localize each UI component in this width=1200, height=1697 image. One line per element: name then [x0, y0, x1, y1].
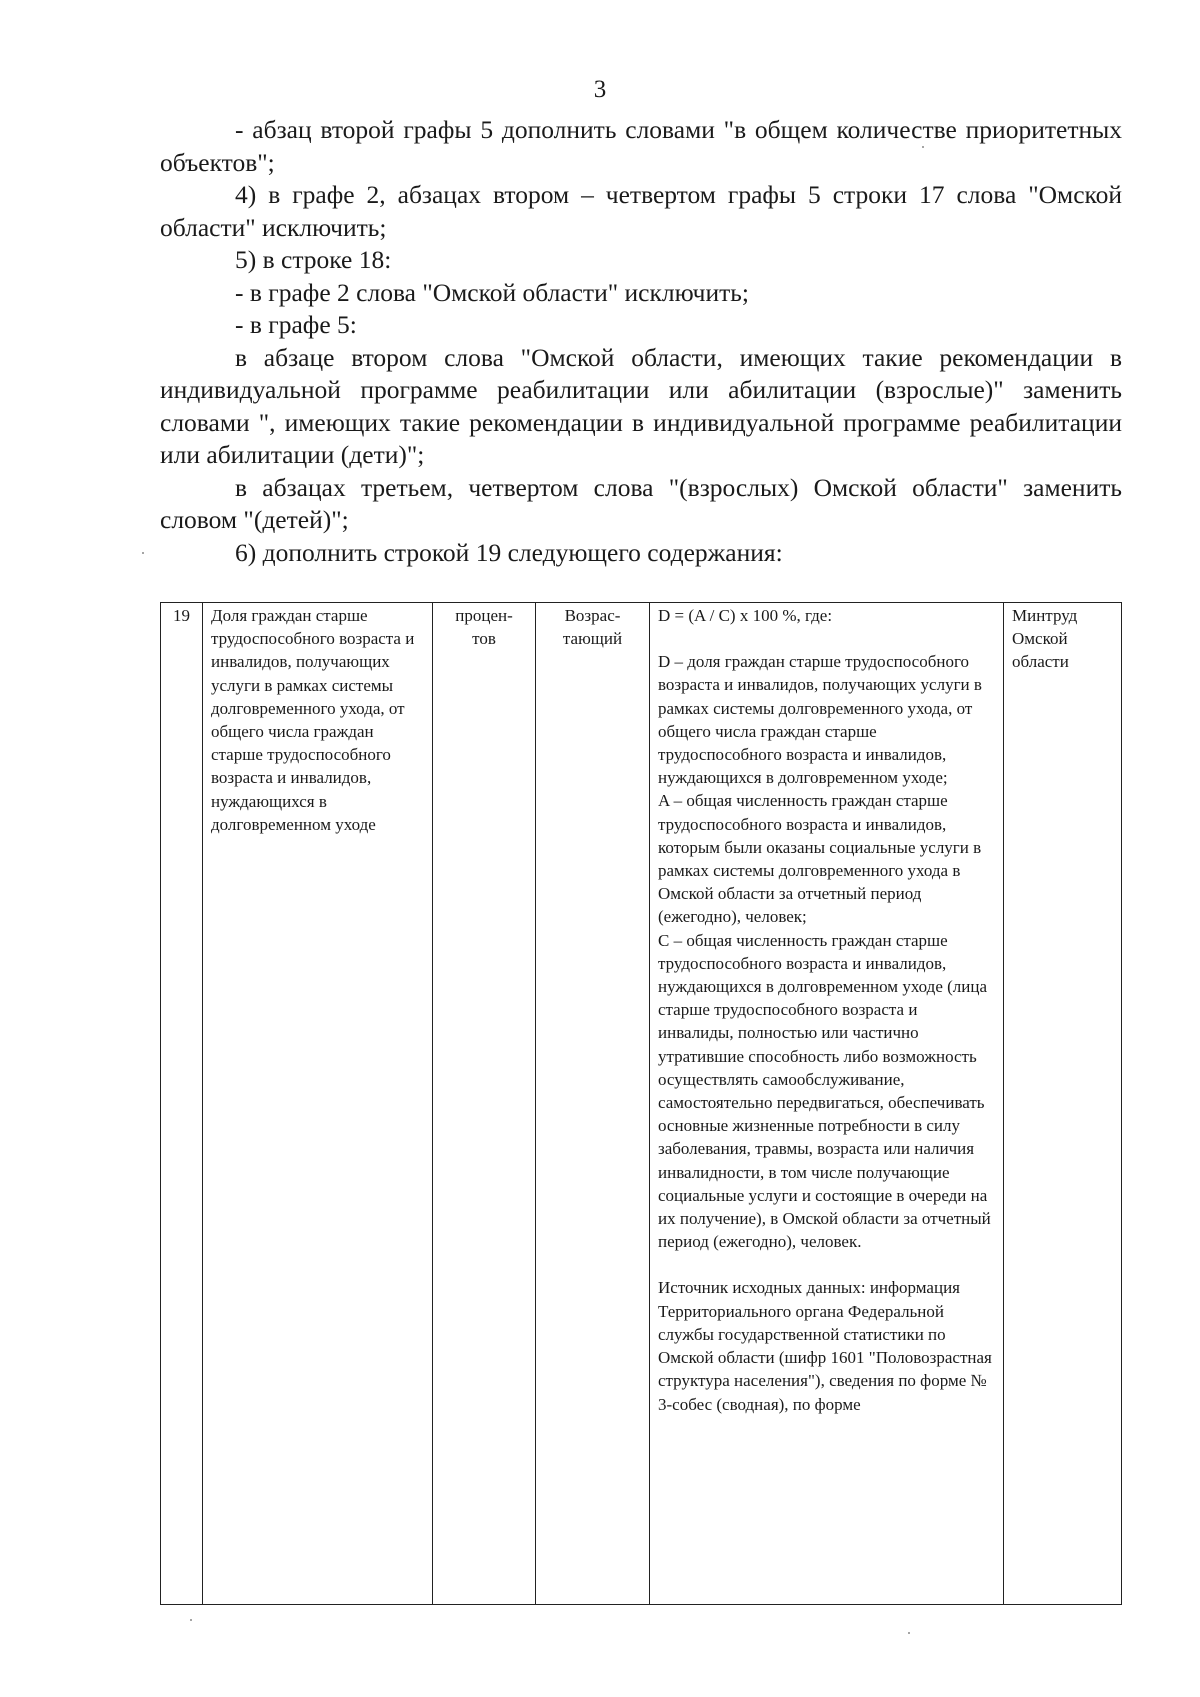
data-source: Источник исходных данных: информация Территориального органа Федеральной службы государственной статистики по Омской области (шифр 1601 "Половозрастная структура населения"), сведения по форме № 3-собес (сводная), по форме [658, 1278, 992, 1414]
table-row [161, 603, 1122, 1605]
paragraph: - в графе 5: [235, 310, 357, 339]
row-number-cell: 19 [161, 603, 203, 1605]
scan-speck [922, 146, 924, 148]
indicator-table [160, 602, 1122, 1605]
definition-a: A – общая численность граждан старше трудоспособного возраста и инвалидов, которым были оказаны социальные услуги в рамках системы долговременного ухода в Омской области за отчетный период (ежегодно), человек; [658, 791, 982, 927]
amendment-text [160, 114, 1122, 569]
scan-speck [190, 1619, 192, 1621]
unit-cell [433, 603, 536, 1605]
definition-d: D – доля граждан старше трудоспособного возраста и инвалидов, получающих услуги в рамках системы долговременного ухода, от общего числа граждан старше трудоспособного возраста и инвалидов, нуждающихся в долговременном уходе; [658, 652, 982, 788]
formula: D = (A / C) x 100 %, где: [658, 606, 833, 625]
direction-cell [536, 603, 650, 1605]
paragraph: в абзаце втором слова "Омской области, имеющих такие рекомендации в индивидуальной программе реабилитации или абилитации (взрослые)" заменить словами ", имеющих такие рекомендации в индивидуальной программе реабилитации или абилитации (дети)"; [160, 342, 1122, 469]
scan-speck [908, 1632, 910, 1634]
scan-speck [142, 552, 144, 554]
calculation-method-cell [650, 603, 1004, 1605]
paragraph: в абзацах третьем, четвертом слова "(взрослых) Омской области" заменить словом "(детей)"; [160, 472, 1122, 534]
responsible-body-cell: Минтруд Омской области [1004, 603, 1122, 1605]
unit-text: процен- тов [455, 606, 513, 649]
paragraph: - в графе 2 слова "Омской области" исключить; [235, 277, 749, 307]
page-number: 3 [593, 76, 607, 103]
paragraph: 6) дополнить строкой 19 следующего содержания: [235, 537, 783, 567]
indicator-name-cell: Доля граждан старше трудоспособного возраста и инвалидов, получающих услуги в рамках системы долговременного ухода, от общего числа граждан старше трудоспособного возраста и инвалидов, нуждающихся в долговременном уходе [203, 603, 433, 1605]
definition-c: C – общая численность граждан старше трудоспособного возраста и инвалидов, нуждающихся в долговременном уходе (лица старше трудоспособного возраста и инвалиды, полностью или частично утратившие способность либо возможность осуществлять самообслуживание, самостоятельно передвигаться, обеспечивать основные жизненные потребности в силу заболевания, травмы, возраста или наличия инвалидности, в том числе получающие социальные услуги и состоящие в очереди на их получение), в Омской области за отчетный период (ежегодно), человек. [658, 930, 991, 1252]
direction-text: Возрас- тающий [562, 606, 623, 649]
paragraph: 4) в графе 2, абзацах втором – четвертом графы 5 строки 17 слова "Омской области" исключить; [160, 180, 1122, 242]
paragraph: - абзац второй графы 5 дополнить словами "в общем количестве приоритетных объектов"; [160, 115, 1122, 177]
paragraph: 5) в строке 18: [235, 245, 392, 274]
